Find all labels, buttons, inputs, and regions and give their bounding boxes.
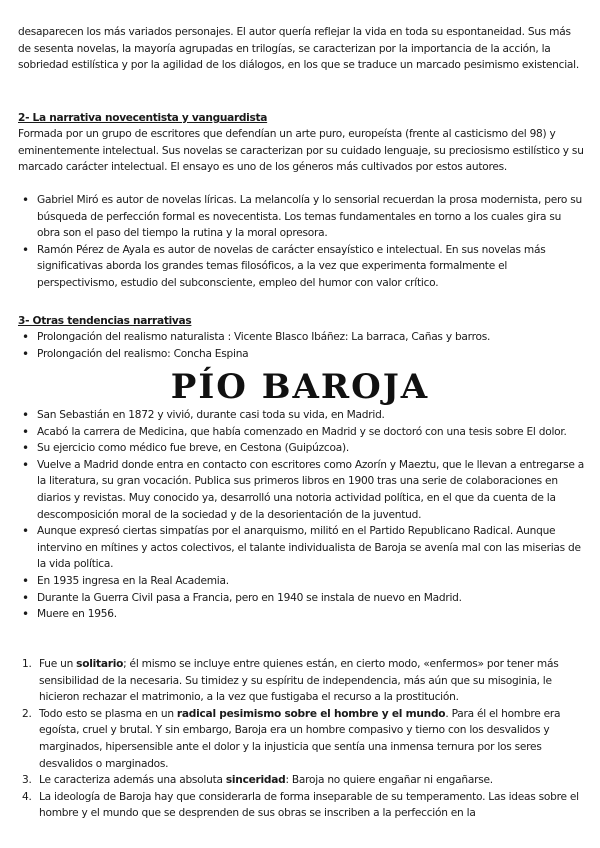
list-item: 1. Fue un solitario; él mismo se incluye entre quienes están, en cierto modo, «enfermos» por tener más sensibilidad de la necesaria. Su timidez y su espíritu de independencia, más aún que su misoginia, le hicieron rechazar el matrimonio, a la vez que fustigaba el recurso a la prostitución.: [22, 658, 559, 704]
list-item: • Durante la Guerra Civil pasa a Francia, pero en 1940 se instala de nuevo en Madrid.: [20, 590, 586, 607]
list-item: • Su ejercicio como médico fue breve, en Cestona (Guipúzcoa).: [20, 440, 586, 457]
baroja-title: PÍO BAROJA: [170, 367, 430, 407]
intro-paragraph: desaparecen los más variados personajes. El autor quería reflejar la vida en toda su espontaneidad. Sus más de sesenta novelas, la mayoría agrupadas en trilogías, se caracterizan por la importancia de la acción, la sobriedad estilística y por la agilidad de los diálogos, en los que se traduce un marcado pesimismo existencial.: [18, 26, 579, 72]
section-2-bullet-list: [20, 192, 586, 292]
list-number: 3.: [22, 774, 32, 787]
bold-keyword: radical pesimismo sobre el hombre y el mundo: [176, 707, 446, 720]
list-number: 1.: [22, 658, 32, 670]
list-item: • Prolongación del realismo naturalista : Vicente Blasco Ibáñez: La barraca, Cañas y barros.: [20, 329, 586, 346]
list-item: • Vuelve a Madrid donde entra en contacto con escritores como Azorín y Maeztu, que le llevan a entregarse a la literatura, su gran vocación. Publica sus primeros libros en 1900 tras una serie de colaboraciones en diarios y revistas. Muy conocido ya, desarrolló una notoria actividad política, en el que da cuenta de la descomposición moral de la sociedad y de la desorientación de la juventud.: [20, 457, 586, 523]
list-item: • Gabriel Miró es autor de novelas líricas. La melancolía y lo sensorial recuerdan la prosa modernista, pero su búsqueda de perfección formal es novecentista. Los temas fundamentales en torno a los cuales gira su obra son el paso del tiempo la rutina y la moral opresora.: [20, 192, 586, 242]
list-item: • Acabó la carrera de Medicina, que había comenzado en Madrid y se doctoró con una tesis sobre El dolor.: [20, 424, 586, 441]
list-number: 4.: [22, 790, 32, 803]
bold-keyword: solitario: [76, 658, 124, 670]
section-3-heading: 3- Otras tendencias narrativas: [18, 315, 192, 327]
baroja-numbered-list: [20, 656, 586, 822]
list-item: • Ramón Pérez de Ayala es autor de novelas de carácter ensayístico e intelectual. En sus novelas más significativas aborda los grandes temas filosóficos, a la vez que experimenta formalmente el perspectivismo, estudio del subconsciente, empleo del humor con valor crítico.: [20, 242, 586, 292]
list-item: • Muere en 1956.: [20, 606, 586, 623]
list-item: 2. Todo esto se plasma en un radical pesimismo sobre el hombre y el mundo. Para él el hombre era egoísta, cruel y brutal. Y sin embargo, Baroja era un hombre compasivo y tierno con los desvalidos y marginados, hipersensible ante el dolor y la injusticia que sentía una inmensa ternura por los seres desvalidos o marginados.: [22, 707, 561, 770]
list-item: • Aunque expresó ciertas simpatías por el anarquismo, militó en el Partido Republicano Radical. Aunque intervino en mítines y actos colectivos, el talante individualista de Baroja se avenía mal con las miserias de la vida política.: [20, 523, 586, 573]
list-item: 3. Le caracteriza además una absoluta sinceridad: Baroja no quiere engañar ni engañarse.: [20, 772, 586, 789]
section-2-heading: 2- La narrativa novecentista y vanguardista: [18, 112, 268, 124]
list-item: • Prolongación del realismo: Concha Espina: [20, 346, 586, 363]
baroja-bullet-list: [20, 407, 586, 623]
list-item: • En 1935 ingresa en la Real Academia.: [20, 573, 586, 590]
bold-keyword: sinceridad: [225, 774, 286, 787]
list-item: • San Sebastián en 1872 y vivió, durante casi toda su vida, en Madrid.: [20, 407, 586, 424]
list-number: 2.: [22, 707, 32, 720]
list-item: 4. La ideología de Baroja hay que considerarla de forma inseparable de su temperamento. Las ideas sobre el hombre y el mundo que se desprenden de sus obras se inscriben a la perfección en la: [22, 790, 579, 820]
section-2-paragraph: Formada por un grupo de escritores que defendían un arte puro, europeísta (frente al casticismo del 98) y eminentemente intelectual. Sus novelas se caracterizan por su cuidado lenguaje, su preciosismo estilístico y su marcado carácter intelectual. El ensayo es uno de los géneros más cultivados por estos autores.: [18, 128, 584, 174]
section-3-bullet-list: [20, 329, 586, 362]
